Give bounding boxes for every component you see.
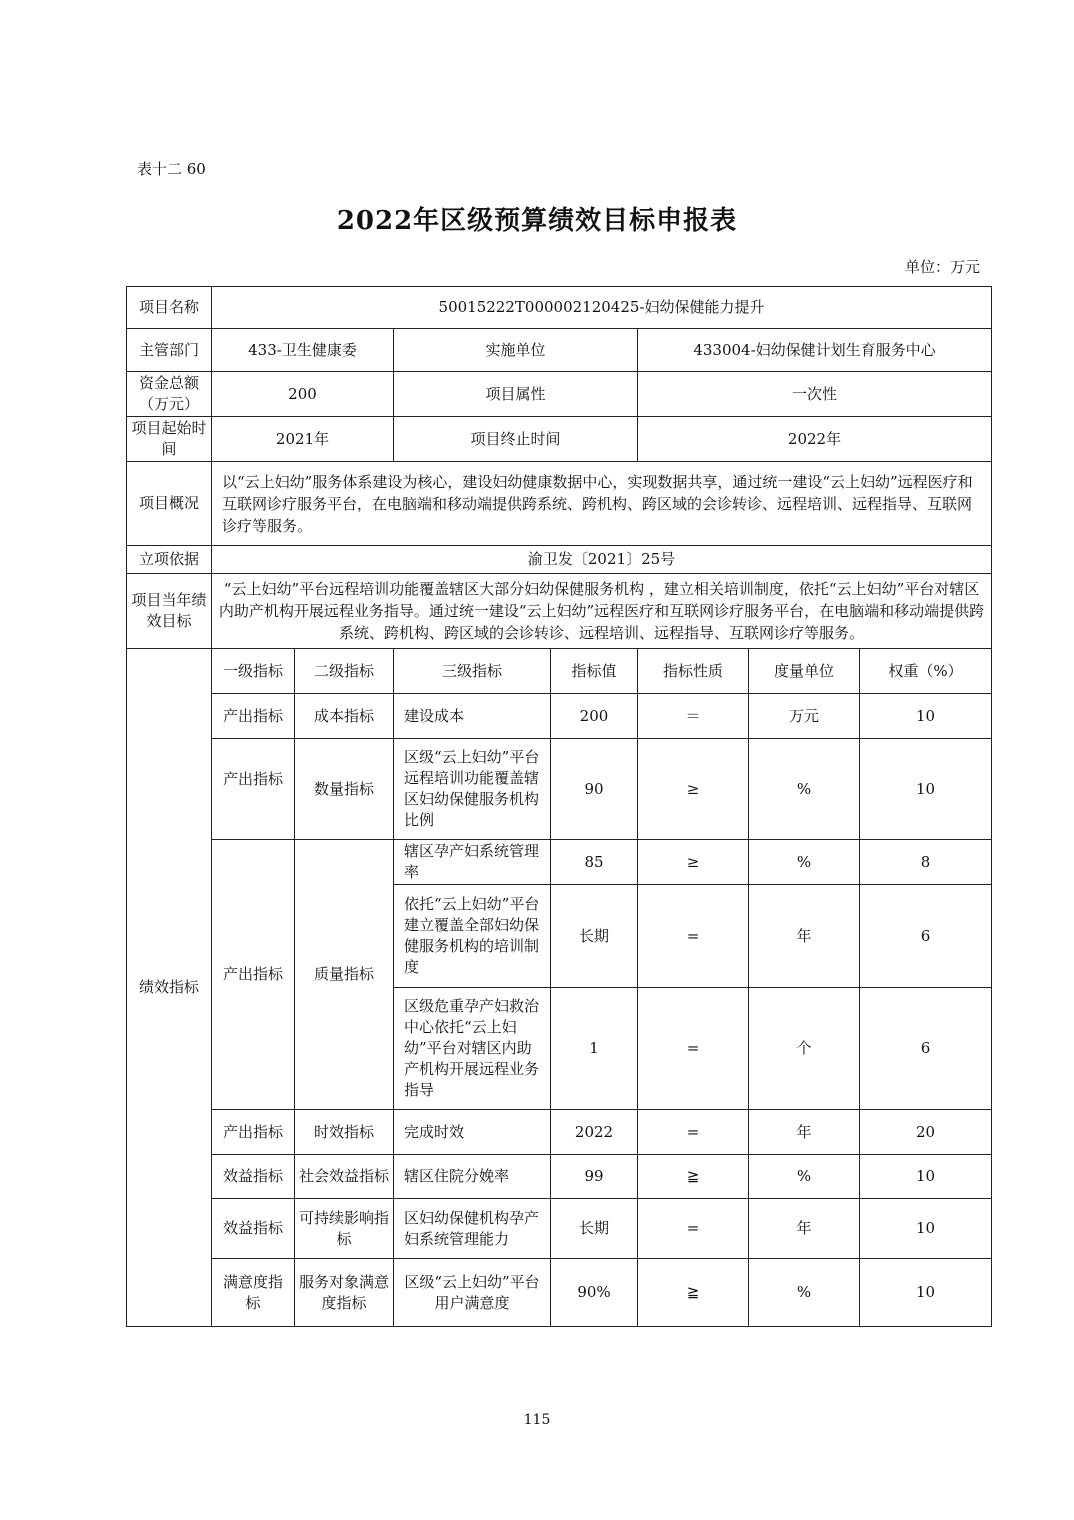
cell-l1: 满意度指标 <box>212 1259 295 1327</box>
project-name-value: 50015222T000002120425-妇幼保健能力提升 <box>212 287 992 329</box>
cell-unit: % <box>749 1155 860 1199</box>
attr-label: 项目属性 <box>394 372 638 417</box>
header-unit: 度量单位 <box>749 649 860 694</box>
cell-l2: 质量指标 <box>295 840 394 1110</box>
cell-l2: 服务对象满意度指标 <box>295 1259 394 1327</box>
cell-weight: 10 <box>860 694 992 739</box>
table-row <box>127 546 992 574</box>
cell-l3: 区级“云上妇幼”平台远程培训功能覆盖辖区妇幼保健服务机构比例 <box>394 739 551 840</box>
cell-weight: 6 <box>860 988 992 1110</box>
cell-value: 长期 <box>551 885 638 988</box>
cell-nature: = <box>638 885 749 988</box>
header-value: 指标值 <box>551 649 638 694</box>
table-row <box>127 739 992 840</box>
header-weight: 权重（%） <box>860 649 992 694</box>
table-row <box>127 1110 992 1155</box>
funds-label: 资金总额（万元） <box>127 372 212 417</box>
page-number: 115 <box>523 1412 551 1428</box>
table-row <box>127 840 992 885</box>
cell-value: 长期 <box>551 1199 638 1259</box>
unit-label: 单位：万元 <box>904 258 980 276</box>
cell-l1: 效益指标 <box>212 1199 295 1259</box>
cell-unit: % <box>749 1259 860 1327</box>
header-l1: 一级指标 <box>212 649 295 694</box>
cell-l3: 辖区孕产妇系统管理率 <box>394 840 551 885</box>
cell-value: 99 <box>551 1155 638 1199</box>
cell-value: 200 <box>551 694 638 739</box>
cell-nature: = <box>638 988 749 1110</box>
budget-performance-table <box>126 286 992 1327</box>
start-value: 2021年 <box>212 417 394 462</box>
goal-text: “云上妇幼”平台远程培训功能覆盖辖区大部分妇幼保健服务机构 ，建立相关培训制度，依托“云上妇幼”平台对辖区内助产机构开展远程业务指导。通过统一建设“云上妇幼”远程医疗和互联网诊疗服务平台，在电脑端和移动端提供跨系统、跨机构、跨区域的会诊转诊、远程培训、远程指导、互联网诊疗等服务。 <box>212 574 992 649</box>
cell-nature: ≥ <box>638 739 749 840</box>
cell-unit: % <box>749 840 860 885</box>
cell-unit: 万元 <box>749 694 860 739</box>
overview-text: 以“云上妇幼”服务体系建设为核心，建设妇幼健康数据中心，实现数据共享，通过统一建设“云上妇幼”远程医疗和互联网诊疗服务平台，在电脑端和移动端提供跨系统、跨机构、跨区域的会诊转诊、远程培训、远程指导、互联网诊疗等服务。 <box>212 462 992 546</box>
cell-nature: = <box>638 1199 749 1259</box>
impl-label: 实施单位 <box>394 329 638 372</box>
cell-l2: 社会效益指标 <box>295 1155 394 1199</box>
cell-l1: 效益指标 <box>212 1155 295 1199</box>
cell-unit: 年 <box>749 1110 860 1155</box>
table-row <box>127 329 992 372</box>
table-row <box>127 417 992 462</box>
cell-l3: 区级危重孕产妇救治中心依托“云上妇幼”平台对辖区内助产机构开展远程业务指导 <box>394 988 551 1110</box>
cell-value: 85 <box>551 840 638 885</box>
header-l2: 二级指标 <box>295 649 394 694</box>
cell-l3: 依托“云上妇幼”平台建立覆盖全部妇幼保健服务机构的培训制度 <box>394 885 551 988</box>
cell-nature: ≧ <box>638 1155 749 1199</box>
end-value: 2022年 <box>638 417 992 462</box>
goal-label: 项目当年绩效目标 <box>127 574 212 649</box>
cell-l1: 产出指标 <box>212 1110 295 1155</box>
cell-l3: 完成时效 <box>394 1110 551 1155</box>
perf-section-label: 绩效指标 <box>127 649 212 1327</box>
table-row <box>127 287 992 329</box>
cell-nature: ≧ <box>638 1259 749 1327</box>
cell-value: 90 <box>551 739 638 840</box>
header-nature: 指标性质 <box>638 649 749 694</box>
basis-label: 立项依据 <box>127 546 212 574</box>
impl-value: 433004-妇幼保健计划生育服务中心 <box>638 329 992 372</box>
table-header-row <box>127 649 992 694</box>
cell-value: 2022 <box>551 1110 638 1155</box>
cell-weight: 6 <box>860 885 992 988</box>
cell-l1: 产出指标 <box>212 694 295 739</box>
cell-unit: 年 <box>749 1199 860 1259</box>
cell-unit: % <box>749 739 860 840</box>
cell-unit: 年 <box>749 885 860 988</box>
header-l3: 三级指标 <box>394 649 551 694</box>
dept-label: 主管部门 <box>127 329 212 372</box>
cell-l2: 成本指标 <box>295 694 394 739</box>
cell-weight: 10 <box>860 1199 992 1259</box>
table-row <box>127 1199 992 1259</box>
cell-weight: 10 <box>860 1259 992 1327</box>
table-row <box>127 1155 992 1199</box>
cell-l1: 产出指标 <box>212 840 295 1110</box>
cell-nature: ＝ <box>638 694 749 739</box>
cell-weight: 20 <box>860 1110 992 1155</box>
cell-value: 1 <box>551 988 638 1110</box>
table-row <box>127 1259 992 1327</box>
cell-l2: 可持续影响指标 <box>295 1199 394 1259</box>
cell-l3: 区妇幼保健机构孕产妇系统管理能力 <box>394 1199 551 1259</box>
funds-value: 200 <box>212 372 394 417</box>
cell-weight: 10 <box>860 739 992 840</box>
cell-unit: 个 <box>749 988 860 1110</box>
dept-value: 433-卫生健康委 <box>212 329 394 372</box>
end-label: 项目终止时间 <box>394 417 638 462</box>
cell-l3: 建设成本 <box>394 694 551 739</box>
basis-value: 渝卫发〔2021〕25号 <box>212 546 992 574</box>
project-name-label: 项目名称 <box>127 287 212 329</box>
table-row <box>127 462 992 546</box>
table-number-label: 表十二 60 <box>137 160 206 178</box>
cell-weight: 10 <box>860 1155 992 1199</box>
overview-label: 项目概况 <box>127 462 212 546</box>
cell-l2: 时效指标 <box>295 1110 394 1155</box>
cell-nature: ≥ <box>638 840 749 885</box>
cell-l1: 产出指标 <box>212 739 295 840</box>
cell-l2: 数量指标 <box>295 739 394 840</box>
cell-l3: 区级“云上妇幼”平台用户满意度 <box>394 1259 551 1327</box>
cell-nature: = <box>638 1110 749 1155</box>
cell-weight: 8 <box>860 840 992 885</box>
cell-value: 90% <box>551 1259 638 1327</box>
page-title: 2022年区级预算绩效目标申报表 <box>336 206 738 236</box>
cell-l3: 辖区住院分娩率 <box>394 1155 551 1199</box>
attr-value: 一次性 <box>638 372 992 417</box>
table-row <box>127 694 992 739</box>
start-label: 项目起始时间 <box>127 417 212 462</box>
table-row <box>127 574 992 649</box>
table-row <box>127 372 992 417</box>
